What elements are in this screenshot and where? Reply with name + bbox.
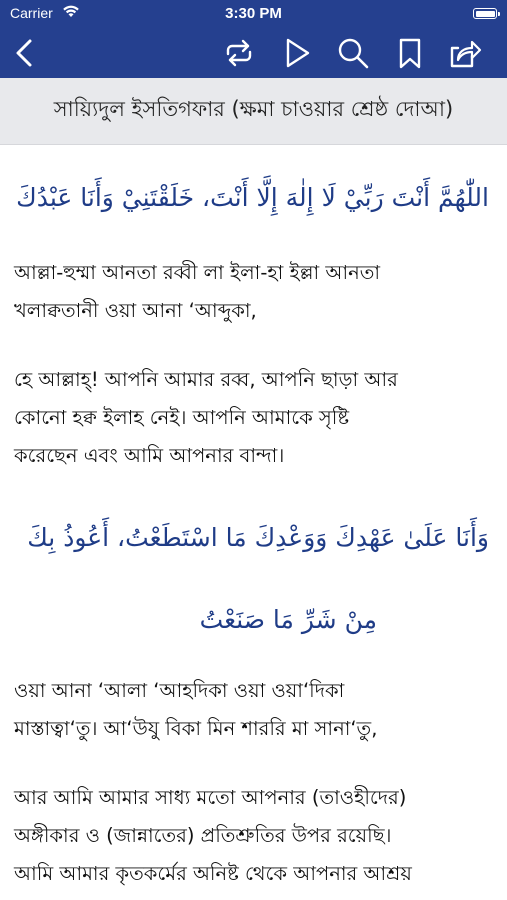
play-icon (280, 36, 314, 70)
back-chevron-icon (8, 36, 42, 70)
translation-line: হে আল্লাহ্! আপনি আমার রব্ব, আপনি ছাড়া আর (14, 368, 398, 391)
repeat-button[interactable] (222, 36, 256, 70)
translation-line: কোনো হক্ব ইলাহ নেই। আপনি আমাকে সৃষ্টি (14, 406, 350, 429)
search-icon (336, 36, 370, 70)
dua-content (0, 145, 507, 900)
arabic-text: مِنْ شَرِّ مَا صَنَعْتُ (199, 605, 377, 634)
dua-title: সায়্যিদুল ইসতিগফার (ক্ষমা চাওয়ার শ্রেষ্ঠ দোআ) (53, 97, 454, 121)
arabic-text: اللّٰهُمَّ أَنْتَ رَبِّيْ لَا إِلٰهَ إِلَّا أَنْتَ، خَلَقْتَنِيْ وَأَنَا عَبْدُكَ (16, 183, 489, 212)
dua-title-band (0, 78, 507, 145)
translation-line: অঙ্গীকার ও (জান্নাতের) প্রতিশ্রুতির উপর রয়েছি। (14, 824, 392, 847)
translation-line: আর আমি আমার সাধ্য মতো আপনার (তাওহীদের) (14, 786, 407, 809)
transliteration-line: মাস্তাত্বা‘তু। আ‘উযু বিকা মিন শাররি মা সানা‘তু, (14, 717, 378, 740)
transliteration (14, 672, 493, 748)
translation-line: করেছেন এবং আমি আপনার বান্দা। (14, 444, 285, 467)
transliteration-line: আল্লা-হুম্মা আনতা রব্বী লা ইলা-হা ইল্লা আনতা (14, 261, 381, 284)
navigation-bar (0, 28, 507, 78)
repeat-icon (222, 36, 256, 70)
transliteration (14, 254, 493, 330)
arabic-text: وَأَنَا عَلَىٰ عَهْدِكَ وَوَعْدِكَ مَا اسْتَطَعْتُ، أَعُوذُ بِكَ (27, 523, 489, 552)
translation-line: আমি আমার কৃতকর্মের অনিষ্ট থেকে আপনার আশ্রয় (14, 862, 412, 885)
transliteration-line: ওয়া আনা ‘আলা ‘আহদিকা ওয়া ওয়া‘দিকা (14, 679, 345, 702)
battery-icon (473, 8, 497, 19)
carrier-label: Carrier (10, 5, 53, 21)
clock: 3:30 PM (225, 5, 282, 22)
share-button[interactable] (448, 36, 482, 70)
back-button[interactable] (8, 36, 42, 70)
transliteration-line: খলাক্বতানী ওয়া আনা ‘আব্দুকা, (14, 299, 257, 322)
bookmark-button[interactable] (393, 36, 427, 70)
translation (14, 779, 493, 893)
bookmark-icon (393, 36, 427, 70)
status-bar (0, 0, 507, 28)
search-button[interactable] (336, 36, 370, 70)
share-icon (448, 36, 482, 70)
translation (14, 361, 493, 475)
play-button[interactable] (280, 36, 314, 70)
